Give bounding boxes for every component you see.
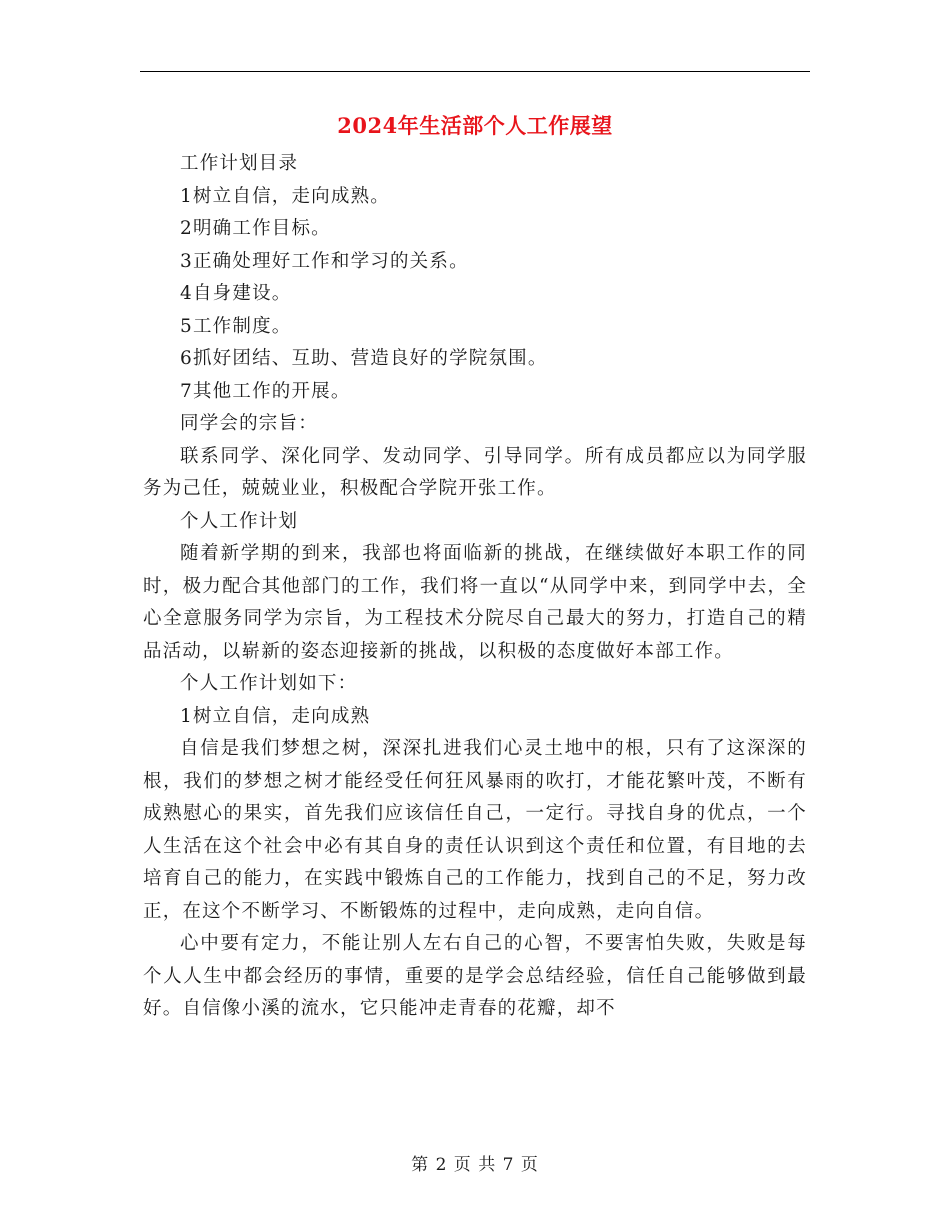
paragraph-body: 自信是我们梦想之树，深深扎进我们心灵土地中的根，只有了这深深的根，我们的梦想之树才能经受任何狂风暴雨的吹打，才能花繁叶茂，不断有成熟慰心的果实，首先我们应该信任自己，一定行。寻找自身的优点，一个人生活在这个社会中必有其自身的责任认识到这个责任和位置，有目地的去培育自己的能力，在实践中锻炼自己的工作能力，找到自己的不足，努力改正，在这个不断学习、不断锻炼的过程中，走向成熟，走向自信。 <box>143 738 807 922</box>
document-title: 2024年生活部个人工作展望 <box>337 113 613 138</box>
page-number-footer: 第 2 页 共 7 页 <box>411 1155 539 1175</box>
paragraph-section-heading: 同学会的宗旨： <box>180 413 318 434</box>
paragraph-toc-item: 4自身建设。 <box>180 283 292 304</box>
paragraph-section-heading: 个人工作计划如下： <box>180 673 358 694</box>
paragraph-toc-item: 1树立自信，走向成熟。 <box>180 185 390 207</box>
paragraph-toc-item: 6抓好团结、互助、营造良好的学院氛围。 <box>180 348 548 369</box>
paragraph-body: 心中要有定力，不能让别人左右自己的心智，不要害怕失败，失败是每个人人生中都会经历的事情，重要的是学会总结经验，信任自己能够做到最好。自信像小溪的流水，它只能冲走青春的花瓣，却不 <box>143 933 807 1019</box>
document-body <box>143 148 807 1026</box>
paragraph-toc-item: 5工作制度。 <box>180 315 292 337</box>
paragraph-body: 联系同学、深化同学、发动同学、引导同学。所有成员都应以为同学服务为己任，兢兢业业，积极配合学院开张工作。 <box>143 445 807 499</box>
paragraph-toc-item: 3正确处理好工作和学习的关系。 <box>180 250 469 272</box>
paragraph-toc-item: 7其他工作的开展。 <box>180 380 351 402</box>
paragraph-body: 随着新学期的到来，我部也将面临新的挑战，在继续做好本职工作的同时，极力配合其他部门的工作，我们将一直以“从同学中来，到同学中去，全心全意服务同学为宗旨，为工程技术分院尽自己最大的努力，打造自己的精品活动，以崭新的姿态迎接新的挑战，以积极的态度做好本部工作。 <box>143 543 807 662</box>
paragraph-toc-heading: 工作计划目录 <box>180 153 299 174</box>
paragraph-toc-item: 2明确工作目标。 <box>180 218 331 239</box>
paragraph-section-heading: 1树立自信，走向成熟 <box>180 705 371 727</box>
paragraph-section-heading: 个人工作计划 <box>180 510 299 532</box>
header-rule <box>140 71 810 72</box>
